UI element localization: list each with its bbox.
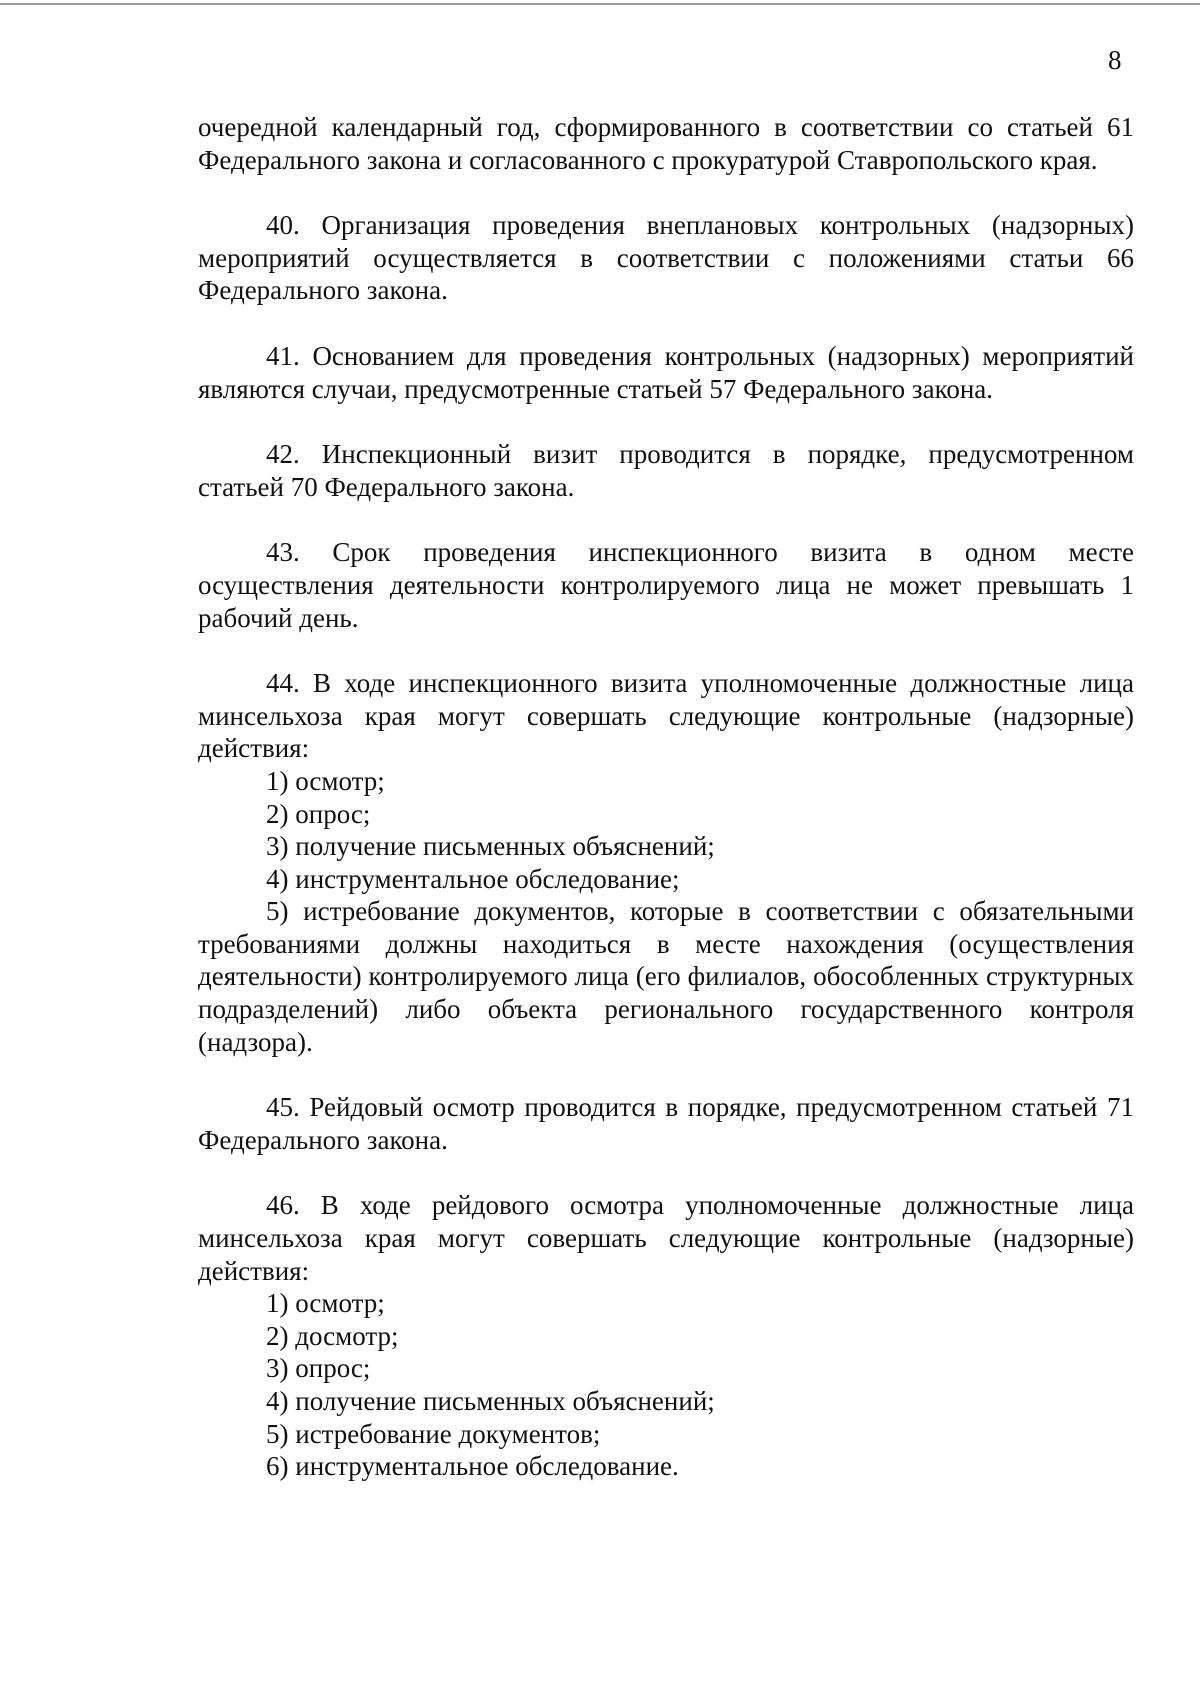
paragraph-44: 44. В ходе инспекционного визита уполномоченные должностные лица минсельхоза края могут совершать следующие контрольные (надзорные) действия: [198,668,1134,764]
paragraph-45: 45. Рейдовый осмотр проводится в порядке, предусмотренном статьей 71 Федерального закона. [198,1092,1134,1155]
list-item-44-3: 3) получение письменных объяснений; [266,831,715,862]
paragraph-39-continuation: очередной календарный год, сформированного в соответствии со статьей 61 Федерального закона и согласованного с прокуратурой Ставропольского края. [198,112,1134,175]
list-item-44-5: 5) истребование документов, которые в соответствии с обязательными требованиями должны находиться в месте нахождения (осуществления деятельности) контролируемого лица (его филиалов, обособленных структурных подразделений) либо объекта регионального государственного контроля (надзора). [198,896,1134,1057]
paragraph-gap [198,405,1134,438]
paragraph-gap [198,503,1134,536]
list-item-46-1: 1) осмотр; [266,1288,385,1319]
paragraph-41: 41. Основанием для проведения контрольных (надзорных) мероприятий являются случаи, предусмотренные статьей 57 Федерального закона. [198,340,1134,404]
page-number: 8 [1108,45,1122,75]
paragraph-46: 46. В ходе рейдового осмотра уполномоченные должностные лица минсельхоза края могут совершать следующие контрольные (надзорные) действия: [198,1190,1134,1286]
paragraph-gap [198,1058,1134,1091]
paragraph-gap [198,634,1134,667]
list-item-44-2: 2) опрос; [266,798,371,829]
paragraph-gap [198,1156,1134,1189]
list-item-44-4: 4) инструментальное обследование; [266,863,680,894]
list-item-46-4: 4) получение письменных объяснений; [266,1386,715,1416]
paragraph-43: 43. Срок проведения инспекционного визита в одном месте осуществления деятельности контролируемого лица не может превышать 1 рабочий день. [198,537,1134,633]
paragraph-gap [198,176,1134,209]
paragraph-40: 40. Организация проведения внеплановых контрольных (надзорных) мероприятий осуществляется в соответствии с положениями статьи 66 Федерального закона. [198,210,1134,306]
list-item-46-6: 6) инструментальное обследование. [266,1451,679,1482]
paragraph-42: 42. Инспекционный визит проводится в порядке, предусмотренном статьей 70 Федерального закона. [198,439,1134,502]
paragraph-gap [198,307,1134,340]
list-item-46-2: 2) досмотр; [266,1320,399,1351]
list-item-44-1: 1) осмотр; [266,765,385,796]
list-item-46-5: 5) истребование документов; [266,1418,601,1449]
list-item-46-3: 3) опрос; [266,1353,371,1384]
scan-edge-line [0,3,1200,5]
document-body [198,111,1134,1483]
